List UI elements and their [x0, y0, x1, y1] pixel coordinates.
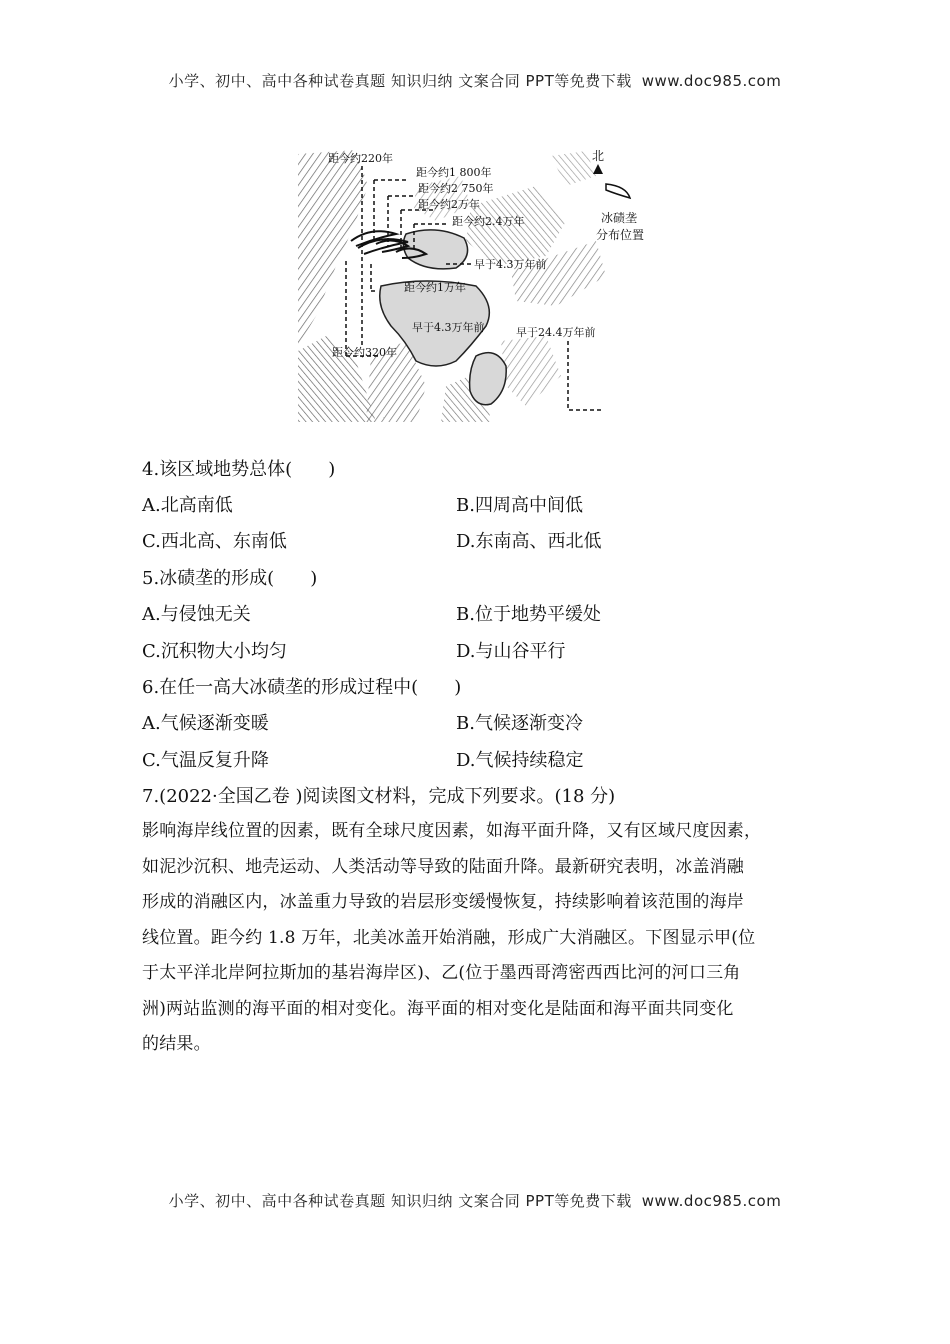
q5-option-d: D.与山谷平行: [456, 641, 566, 662]
label-2750: 距今约2 750年: [418, 182, 494, 195]
q4-option-a: A.北高南低: [142, 495, 233, 516]
label-244: 早于24.4万年前: [516, 326, 596, 339]
q5-option-c: C.沉积物大小均匀: [142, 641, 287, 662]
legend: [596, 184, 644, 242]
label-320: 距今约320年: [332, 346, 397, 359]
glacier-moraine-map: [296, 146, 650, 422]
q6-option-c: C.气温反复升降: [142, 750, 269, 771]
passage-line: 影响海岸线位置的因素，既有全球尺度因素，如海平面升降，又有区域尺度因素，: [142, 821, 762, 841]
label-1800: 距今约1 800年: [416, 166, 492, 179]
passage-line: 于太平洋北岸阿拉斯加的基岩海岸区)、乙(位于墨西哥湾密西西比河的河口三角: [142, 963, 741, 983]
header-text: 小学、初中、高中各种试卷真题 知识归纳 文案合同 PPT等免费下载: [168, 72, 632, 90]
q5-stem: 5.冰碛垄的形成( ): [142, 568, 318, 589]
q5-option-a: A.与侵蚀无关: [142, 604, 251, 625]
page-header: [0, 70, 950, 91]
q6-stem: 6.在任一高大冰碛垄的形成过程中( ): [142, 677, 462, 698]
label-2w: 距今约2万年: [418, 198, 480, 211]
legend-line1: 冰碛垄: [601, 211, 638, 225]
passage-line: 线位置。距今约 1.8 万年，北美冰盖开始消融，形成广大消融区。下图显示甲(位: [142, 927, 756, 948]
passage-line: 洲)两站监测的海平面的相对变化。海平面的相对变化是陆面和海平面共同变化: [142, 998, 734, 1019]
header-url[interactable]: www.doc985.com: [641, 72, 782, 90]
passage-line: 如泥沙沉积、地壳运动、人类活动等导致的陆面升降。最新研究表明，冰盖消融: [142, 856, 744, 877]
north-label: 北: [592, 149, 605, 163]
q4-option-d: D.东南高、西北低: [456, 531, 602, 552]
q6-option-b: B.气候逐渐变冷: [456, 713, 583, 734]
q6-option-a: A.气候逐渐变暖: [142, 713, 269, 734]
label-24w: 距今约2.4万年: [452, 215, 525, 228]
passage-line: 形成的消融区内，冰盖重力导致的岩层形变缓慢恢复，持续影响着该范围的海岸: [142, 892, 744, 912]
q4-stem: 4.该区域地势总体( ): [142, 459, 336, 480]
north-arrow: [592, 149, 604, 174]
passage-line: 的结果。: [142, 1034, 211, 1054]
label-220: 距今约220年: [328, 152, 393, 165]
q6-option-d: D.气候持续稳定: [456, 750, 584, 771]
q4-option-b: B.四周高中间低: [456, 495, 583, 516]
q7-stem: 7.(2022·全国乙卷 )阅读图文材料，完成下列要求。(18 分): [142, 786, 616, 807]
q5-option-b: B.位于地势平缓处: [456, 604, 601, 625]
q7-passage: [142, 814, 822, 1063]
footer-url[interactable]: www.doc985.com: [641, 1192, 782, 1210]
label-43a: 早于4.3万年前: [474, 258, 547, 271]
label-1w: 距今约1万年: [404, 281, 466, 294]
page-footer: [0, 1190, 950, 1211]
q4-option-c: C.西北高、东南低: [142, 531, 287, 552]
footer-text: 小学、初中、高中各种试卷真题 知识归纳 文案合同 PPT等免费下载: [168, 1192, 632, 1210]
label-43b: 早于4.3万年前: [412, 321, 485, 334]
legend-line2: 分布位置: [596, 228, 645, 242]
